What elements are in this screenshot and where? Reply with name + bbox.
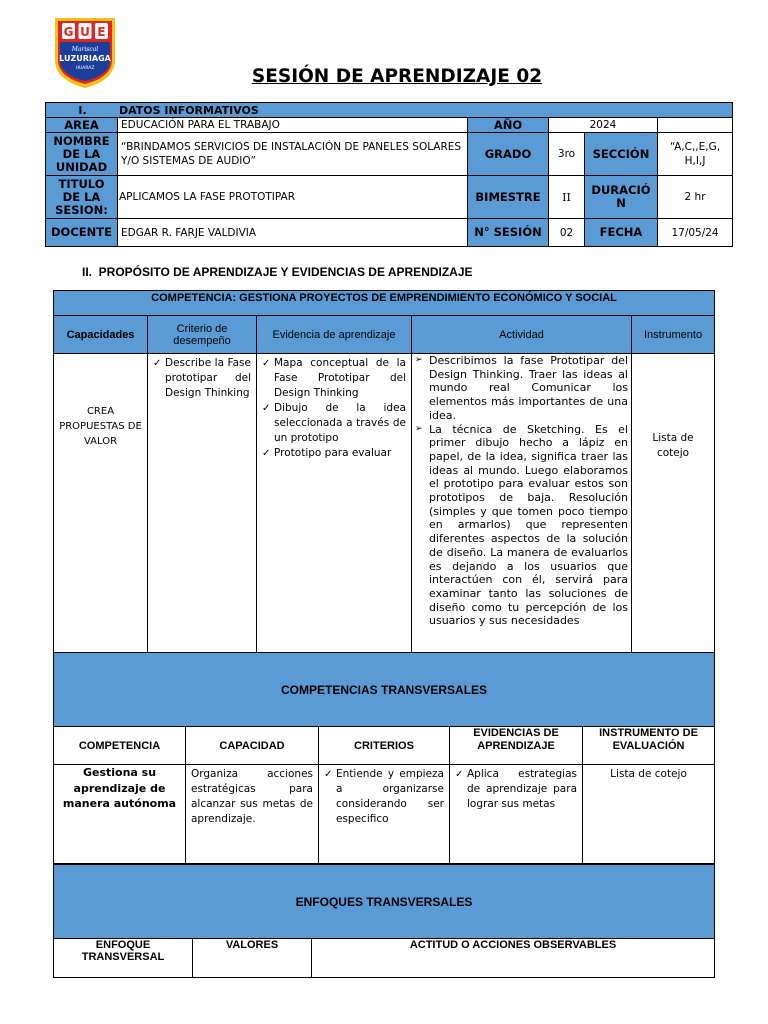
bimestre-value: II (549, 176, 585, 219)
actividad-cell (412, 354, 632, 653)
area-value: EDUCACIÓN PARA EL TRABAJO (118, 118, 468, 133)
grado-value: 3ro (549, 133, 585, 176)
fecha-value: 17/05/24 (658, 219, 733, 247)
fecha-label: FECHA (585, 219, 658, 247)
logo-letter-g: G (63, 25, 74, 39)
actividad-item: ➢ Describimos la fase Prototipar del Design Thinking. Traer las ideas al mundo real Comunicar los elementos más importantes de una idea. (415, 354, 628, 423)
evidencia-item: ✓ Dibujo de la idea seleccionada a través de un prototipo (262, 401, 406, 446)
datos-informativos-table (45, 102, 733, 247)
col-evidencias: EVIDENCIAS DE APRENDIZAJE (450, 727, 583, 765)
sesion-value: 02 (549, 219, 585, 247)
actividad-item: ➢ La técnica de Sketching. Es el primer dibujo hecho a lápiz en papel, de la idea, significa traer las ideas al mundo. Luego elaboramos el prototipo para evaluar estos son prototipos de baja. Resolución (simples y que tomen poco tiempo en armarlos) que representen diferentes aspectos de la solución de diseño. La manera de evaluarlos es dejando a los usuarios que interactúen con él, servirá para examinar tanto las soluciones de diseño como tu percepción de los usuarios y sus necesidades (415, 423, 628, 629)
logo-letter-e: E (97, 25, 106, 39)
col-competencia: COMPETENCIA (54, 727, 186, 765)
nombre-unidad-label: NOMBRE DE LA UNIDAD (46, 133, 118, 176)
criterio-transversal-item: ✓ Entiende y empieza a organizarse considerando ser especifico (324, 767, 444, 827)
logo-letter-u: U (80, 25, 90, 39)
evidencia-item: ✓ Mapa conceptual de la Fase Prototipar del Design Thinking (262, 356, 406, 401)
competencias-transversales-table (53, 652, 715, 864)
evidencia-item: ✓ Prototipo para evaluar (262, 446, 406, 461)
col-actitud: ACTITUD O ACCIONES OBSERVABLES (312, 939, 715, 978)
enfoques-title: ENFOQUES TRANSVERSALES (54, 865, 715, 939)
anio-label: AÑO (468, 118, 549, 133)
competencia-transversal-cell: Gestiona su aprendizaje de manera autónoma (54, 765, 186, 864)
docente-label: DOCENTE (46, 219, 118, 247)
enfoques-transversales-table (53, 864, 715, 978)
grado-label: GRADO (468, 133, 549, 176)
col-actividad: Actividad (412, 316, 632, 354)
col-enfoque: ENFOQUE TRANSVERSAL (54, 939, 193, 978)
bimestre-label: BIMESTRE (468, 176, 549, 219)
logo-line1: Mariscal (71, 46, 99, 53)
seccion-value: “A,C,,E,G, H,I,J (658, 133, 733, 176)
competencia-header: COMPETENCIA: GESTIONA PROYECTOS DE EMPRENDIMIENTO ECONÓMICO Y SOCIAL (54, 291, 715, 316)
col-criterios: CRITERIOS (319, 727, 450, 765)
evidencia-cell (257, 354, 412, 653)
col-instrumento: Instrumento (632, 316, 715, 354)
transversales-title: COMPETENCIAS TRANSVERSALES (54, 653, 715, 727)
section-number: I. (78, 103, 87, 117)
instrumento-cell: Lista de cotejo (632, 354, 715, 653)
col-valores: VALORES (193, 939, 312, 978)
duracion-value: 2 hr (658, 176, 733, 219)
logo-line3: HUARAZ (75, 66, 95, 71)
evidencia-transversal-item: ✓ Aplica estrategias de aprendizaje para lograr sus metas (455, 767, 577, 812)
evidencia-transversal-cell (450, 765, 583, 864)
logo-line2: LUZURIAGA (59, 54, 111, 63)
criterio-transversal-cell (319, 765, 450, 864)
capacidad-cell: CREA PROPUESTAS DE VALOR (54, 354, 148, 653)
titulo-sesion-label: TITULO DE LA SESION: (46, 176, 118, 219)
criterio-cell (148, 354, 257, 653)
proposito-table (53, 290, 715, 653)
col-capacidad: CAPACIDAD (186, 727, 319, 765)
section-title: DATOS INFORMATIVOS (119, 103, 259, 117)
col-criterio: Criterio de desempeño (148, 316, 257, 354)
nombre-unidad-value: “BRINDAMOS SERVICIOS DE INSTALACIÓN DE PANELES SOLARES Y/O SISTEMAS DE AUDIO” (118, 133, 468, 176)
col-capacidades: Capacidades (54, 316, 148, 354)
seccion-label: SECCIÓN (585, 133, 658, 176)
anio-value: 2024 (549, 118, 658, 133)
col-evidencia: Evidencia de aprendizaje (257, 316, 412, 354)
section2-title: II. PROPÓSITO DE APRENDIZAJE Y EVIDENCIAS DE APRENDIZAJE (82, 265, 473, 279)
capacidad-transversal-cell: Organiza acciones estratégicas para alcanzar sus metas de aprendizaje. (186, 765, 319, 864)
criterio-item: ✓ Describe la Fase prototipar del Design Thinking (153, 356, 251, 401)
titulo-sesion-value: APLICAMOS LA FASE PROTOTIPAR (118, 176, 468, 219)
col-instrumento-eval: INSTRUMENTO DE EVALUACIÓN (583, 727, 715, 765)
duracion-label: DURACIÓN (585, 176, 658, 219)
instrumento-transversal-cell: Lista de cotejo (583, 765, 715, 864)
sesion-label: N° SESIÓN (468, 219, 549, 247)
page-title: SESIÓN DE APRENDIZAJE 02 (251, 66, 543, 87)
area-label: AREA (46, 118, 118, 133)
docente-value: EDGAR R. FARJE VALDIVIA (118, 219, 468, 247)
